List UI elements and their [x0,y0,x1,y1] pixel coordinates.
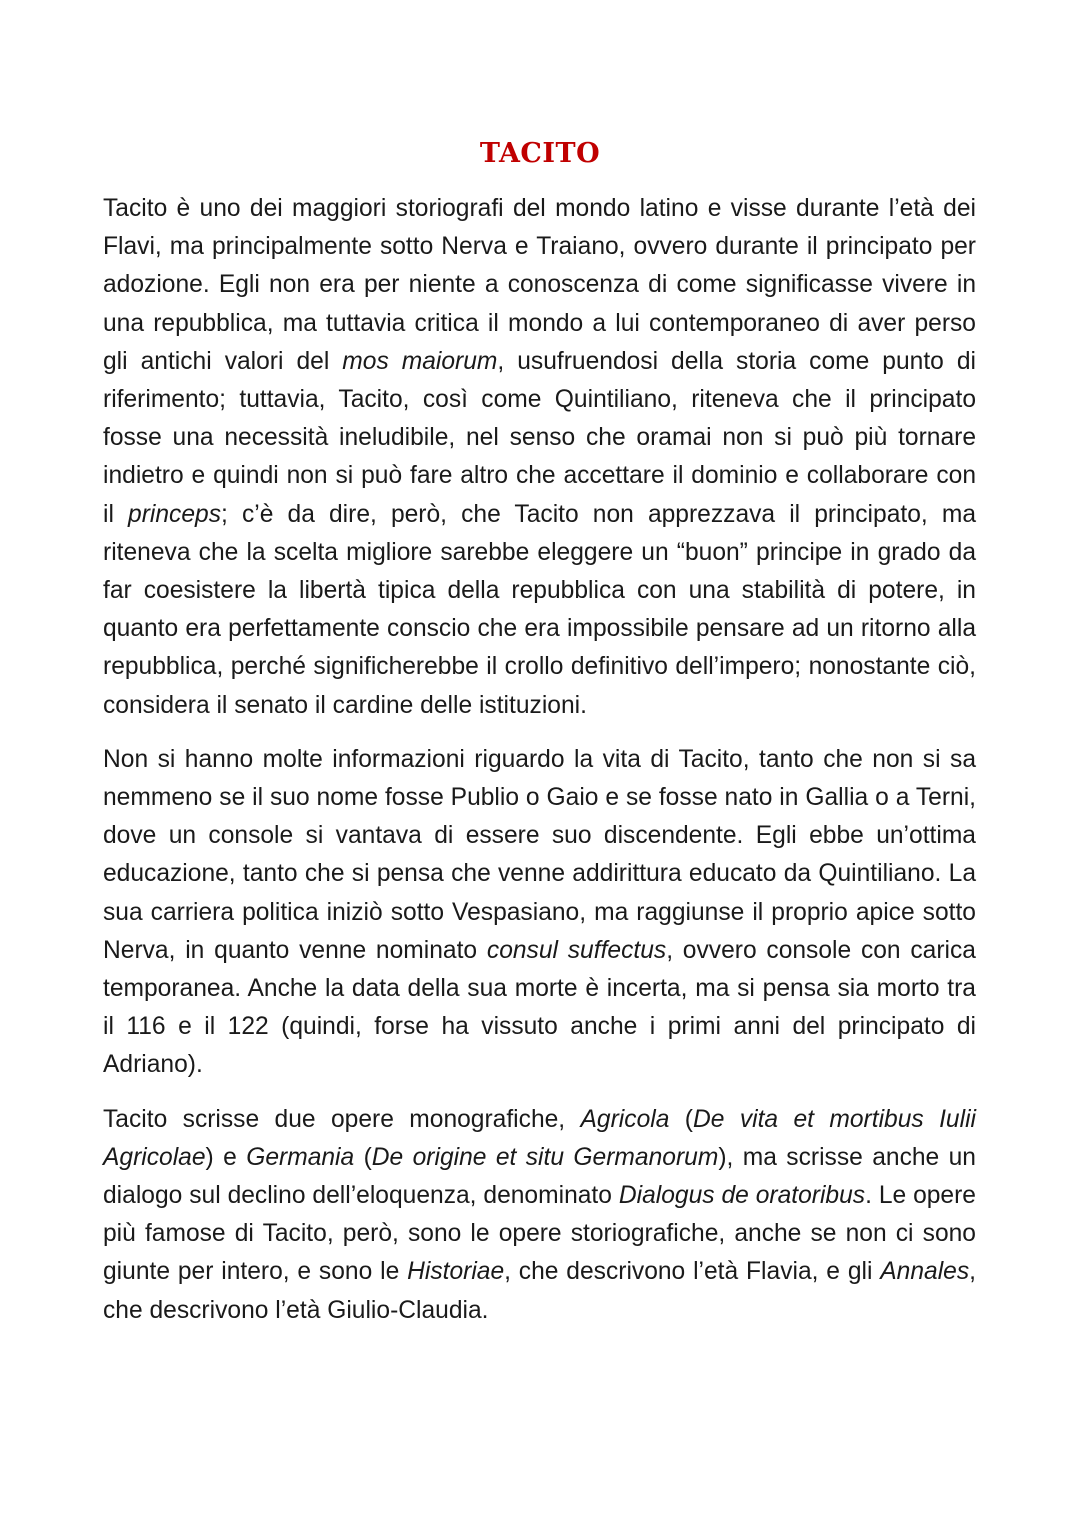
text-run: Non si hanno molte informazioni riguardo la vita di Tacito, tanto che non si sa nemmeno se il suo nome fosse Publio o Gaio e se fosse nato in Gallia o a Terni, dove un console si vantava di essere suo discendente. Egli ebbe un’ottima educazione, tanto che si pensa che venne addirittura educato da Quintiliano. La sua carriera politica iniziò sotto Vespasiano, ma raggiunse il proprio apice sotto Nerva, in quanto venne nominato [103,745,976,964]
text-run: Tacito scrisse due opere monografiche, [103,1105,581,1133]
text-run: Tacito è uno dei maggiori storiografi del mondo latino e visse durante l’età dei Flavi, ma principalmente sotto Nerva e Traiano, ovvero durante il principato per adozione. Egli non era per niente a conoscenza di come significasse vivere in una repubblica, ma tuttavia critica il mondo a lui contemporaneo di aver perso gli antichi valori del [103,195,976,375]
italic-term: princeps [128,500,222,528]
text-run: , che descrivono l’età Giulio-Claudia. [103,1258,976,1324]
italic-term: mos maiorum [342,347,498,375]
italic-term: Historiae [407,1258,505,1286]
text-run: , che descrivono l’età Flavia, e gli [504,1258,881,1286]
italic-term: De origine et situ Germanorum [371,1143,719,1171]
paragraph [103,1101,976,1330]
text-run: ) e [205,1143,247,1171]
text-run: ( [669,1105,693,1133]
italic-term: Germania [246,1143,355,1171]
text-run: . Le opere più famose di Tacito, però, sono le opere storiografiche, anche se non ci sono giunte per intero, e sono le [103,1182,976,1286]
text-run: ), ma scrisse anche un dialogo sul declino dell’eloquenza, denominato [103,1143,976,1210]
italic-term: Annales [880,1258,970,1286]
text-run: ; c’è da dire, però, che Tacito non apprezzava il principato, ma riteneva che la scelta migliore sarebbe eleggere un “buon” principe in grado da far coesistere la libertà tipica della repubblica con una stabilità di potere, in quanto era perfettamente conscio che era impossibile pensare ad un ritorno alla repubblica, perché significherebbe il crollo definitivo dell’impero; nonostante ciò, considera il senato il cardine delle istituzioni. [103,500,976,719]
italic-term: consul suffectus [486,936,667,964]
italic-term: De vita et mortibus Iulii Agricolae [103,1105,976,1171]
document-body [103,190,976,1346]
document-title: TACITO [479,138,601,169]
paragraph [103,741,976,1085]
paragraph [103,190,976,725]
text-run: , usufruendosi della storia come punto di riferimento; tuttavia, Tacito, così come Quintiliano, riteneva che il principato fosse una necessità ineludibile, nel senso che oramai non si può più tornare indietro e quindi non si può fare altro che accettare il dominio e collaborare con il [103,347,976,528]
text-run: ( [354,1143,372,1171]
italic-term: Agricola [580,1105,670,1133]
italic-term: Dialogus de oratoribus [618,1182,866,1210]
text-run: , ovvero console con carica temporanea. Anche la data della sua morte è incerta, ma si pensa sia morto tra il 116 e il 122 (quindi, forse ha vissuto anche i primi anni del principato di Adriano). [103,936,976,1079]
